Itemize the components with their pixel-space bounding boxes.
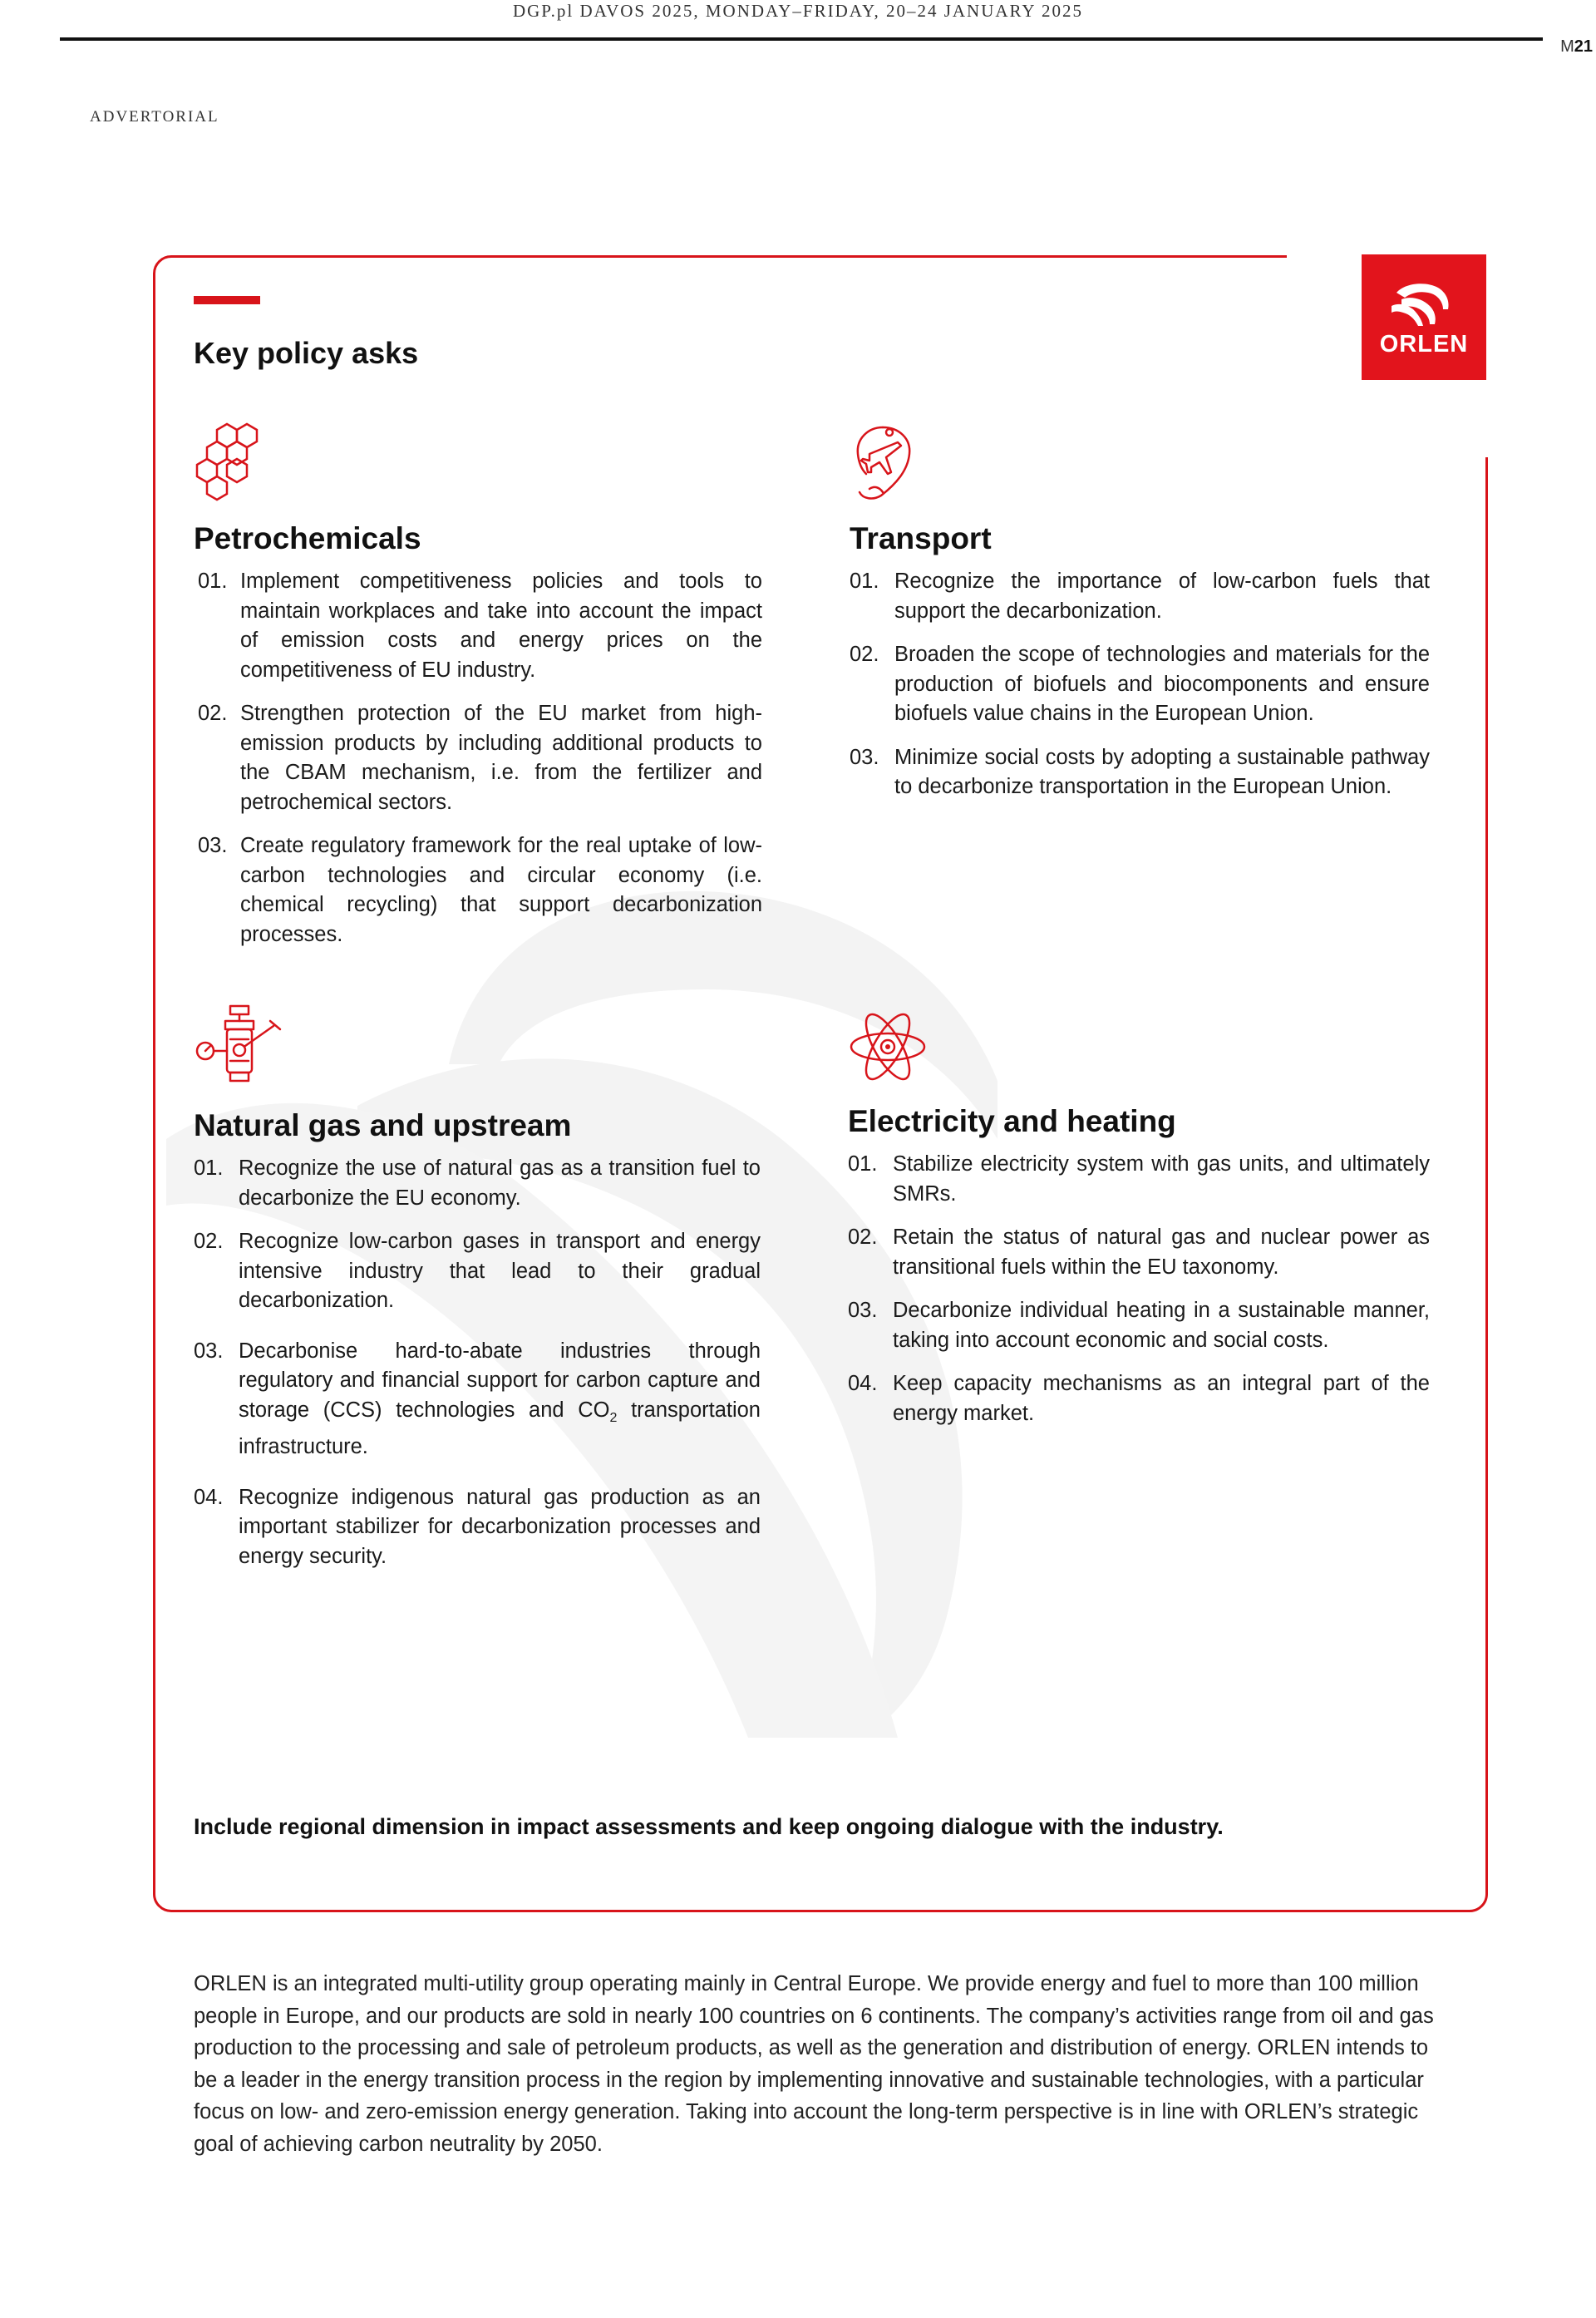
- item-number: 01.: [194, 1157, 224, 1180]
- page-number-value: 21: [1574, 37, 1593, 56]
- list-item: [194, 1483, 761, 1572]
- item-number: 04.: [848, 1372, 878, 1395]
- item-number: 02.: [850, 643, 879, 666]
- list-item: [194, 1227, 761, 1316]
- section-title: Natural gas and upstream: [194, 1108, 572, 1142]
- list-item: [194, 1337, 761, 1462]
- gas-valve-icon: [194, 1003, 285, 1090]
- item-text: Create regulatory framework for the real uptake of low-carbon technologies and circular economy (i.e. chemical recycling) that support decarbonization processes.: [240, 834, 762, 946]
- item-text: Keep capacity mechanisms as an integral part of the energy market.: [893, 1372, 1430, 1425]
- page-number: [1543, 37, 1593, 57]
- item-text: Recognize low-carbon gases in transport and energy intensive industry that lead to their gradual decarbonization.: [239, 1230, 761, 1312]
- item-number: 01.: [850, 570, 879, 593]
- item-number: 03.: [194, 1339, 224, 1363]
- list-item: [194, 567, 762, 685]
- list-item: [850, 743, 1430, 802]
- item-number: 03.: [850, 745, 879, 769]
- atom-icon: [848, 1005, 928, 1088]
- item-text: Decarbonize individual heating in a sustainable manner, taking into account economic and social costs.: [893, 1299, 1430, 1352]
- item-text: Recognize the use of natural gas as a transition fuel to decarbonize the EU economy.: [239, 1157, 761, 1210]
- item-text: Stabilize electricity system with gas units, and ultimately SMRs.: [893, 1152, 1430, 1206]
- item-number: 03.: [848, 1299, 878, 1322]
- closing-statement: Include regional dimension in impact assessments and keep ongoing dialogue with the industry.: [194, 1814, 1224, 1839]
- section-label: ADVERTORIAL: [90, 108, 219, 126]
- item-number: 01.: [198, 570, 228, 593]
- page-number-prefix: M: [1560, 37, 1574, 56]
- item-text: Implement competitiveness policies and tools to maintain workplaces and take into account the impact of emission costs and energy prices on the competitiveness of EU industry.: [240, 570, 762, 682]
- item-number: 01.: [848, 1152, 878, 1176]
- item-text-subscript: 2: [609, 1410, 618, 1425]
- main-title: Key policy asks: [194, 336, 419, 370]
- hexagon-molecule-icon: [194, 418, 268, 501]
- list-item: [194, 1154, 761, 1213]
- item-text-part: Decarbonise hard-to-abate industries through regulatory and financial support for carbon capture and storage (CCS) technologies and CO: [239, 1339, 761, 1422]
- list-item: [850, 640, 1430, 729]
- item-number: 02.: [848, 1226, 878, 1249]
- masthead: DGP.pl DAVOS 2025, MONDAY–FRIDAY, 20–24 JANUARY 2025: [512, 1, 1084, 21]
- list-item: [848, 1369, 1430, 1428]
- section-transport: [850, 421, 1430, 816]
- item-text: Strengthen protection of the EU market from high-emission products by including additional products to the CBAM mechanism, i.e. from the fertilizer and petrochemical sectors.: [240, 702, 762, 814]
- section-petrochemicals: [194, 418, 762, 964]
- list-item: [850, 567, 1430, 626]
- airplane-fuel-icon: [850, 421, 916, 504]
- item-number: 04.: [194, 1485, 224, 1509]
- accent-bar: [194, 296, 260, 304]
- section-electricity: [848, 1005, 1430, 1443]
- item-number: 02.: [194, 1230, 224, 1253]
- item-text: [239, 1337, 761, 1462]
- list-item: [848, 1223, 1430, 1282]
- item-text: Minimize social costs by adopting a sustainable pathway to decarbonize transportation in the European Union.: [894, 745, 1430, 798]
- item-text: Retain the status of natural gas and nuclear power as transitional fuels within the EU taxonomy.: [893, 1226, 1430, 1279]
- list-item: [194, 699, 762, 817]
- section-natural-gas: [194, 1003, 761, 1586]
- section-title: Petrochemicals: [194, 521, 421, 555]
- top-rule: [60, 37, 1543, 41]
- item-text: Broaden the scope of technologies and materials for the production of biofuels and biocomponents and ensure biofuels value chains in the European Union.: [894, 643, 1430, 725]
- about-paragraph: ORLEN is an integrated multi-utility group operating mainly in Central Europe. We provide energy and fuel to more than 100 million people in Europe, and our products are sold in nearly 100 countries on 6 continents. The company’s activities range from oil and gas production to the processing and sale of petroleum products, as well as the generation and distribution of energy. ORLEN intends to be a leader in the energy transition process in the region by implementing innovative and sustainable technologies, with a particular focus on low- and zero-emission energy generation. Taking into account the long-term perspective is in line with ORLEN’s strategic goal of achieving carbon neutrality by 2050.: [194, 1972, 1434, 2156]
- orlen-eagle-icon: [1387, 281, 1461, 328]
- list-item: [848, 1296, 1430, 1355]
- item-text-part: transportation infrastructure.: [239, 1398, 761, 1459]
- section-title: Transport: [850, 521, 992, 555]
- item-number: 02.: [198, 702, 228, 725]
- list-item: [848, 1150, 1430, 1209]
- section-title: Electricity and heating: [848, 1104, 1176, 1138]
- list-item: [194, 831, 762, 949]
- logo-text: ORLEN: [1379, 331, 1469, 358]
- item-text: Recognize indigenous natural gas production as an important stabilizer for decarbonization processes and energy security.: [239, 1485, 761, 1568]
- item-number: 03.: [198, 834, 228, 857]
- orlen-logo: [1362, 254, 1486, 380]
- item-text: Recognize the importance of low-carbon fuels that support the decarbonization.: [894, 570, 1430, 623]
